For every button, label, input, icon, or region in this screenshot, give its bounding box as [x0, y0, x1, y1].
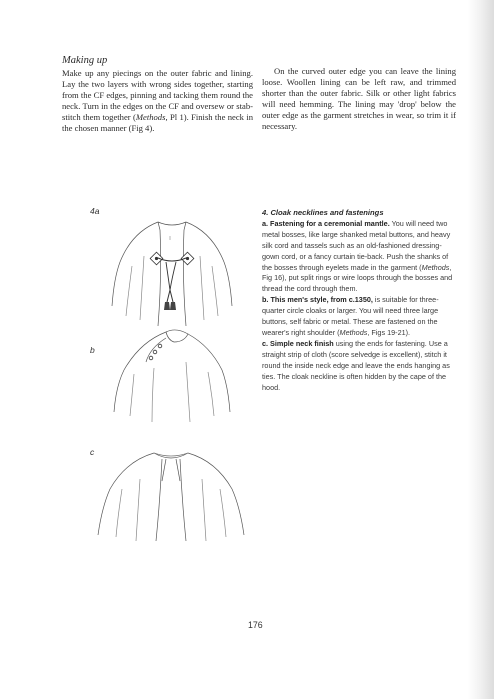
page-edge-shadow [468, 0, 494, 699]
paragraph-text: Make up any piecings on the outer fabric and lining. Lay the two layers with wrong sides together, starting from the CF edges, pinning and tacking them round the neck. Turn in the edges on the CF and oversew or stab-stitch them together ( [62, 68, 253, 122]
making-up-paragraph [62, 68, 253, 133]
paragraph-text-end: , Pl 1). Finish the neck in the chosen manner (Fig 4). [62, 111, 254, 133]
caption-b-methods-ref: Methods [339, 327, 368, 337]
section-heading: Making up [62, 55, 108, 66]
caption-a-text-end: , Fig 16), put split rings or wire loops through the bosses and thread the cord through them. [262, 262, 453, 294]
caption-c-text: using the ends for fastening. Use a straight strip of cloth (score selvedge is excellent), stitch it round the inside neck edge and leave the ends hanging as ties. The cloak neckline is often hidden by the cape of the hood. [262, 338, 450, 392]
caption-title: 4. Cloak necklines and fastenings [262, 208, 384, 217]
methods-reference: Methods [135, 111, 166, 122]
figure-label-c: c [90, 447, 95, 457]
mens-cloak-drawing [110, 328, 235, 428]
caption-a-methods-ref: Methods [421, 262, 450, 272]
figure-caption [262, 208, 457, 393]
caption-a-lead: a. Fastening for a ceremonial mantle. [262, 218, 390, 228]
caption-part-a [262, 219, 457, 295]
ceremonial-mantle-drawing [110, 216, 235, 328]
simple-neck-finish-drawing [96, 445, 246, 545]
left-column [62, 55, 253, 133]
page-number: 176 [248, 620, 263, 630]
caption-a-text: You will need two metal bosses, like large shanked metal buttons, and heavy silk cord and tassels such as an old-fashioned dressing-gown cord, or a fancy curtain tie-back. Push the shanks of the bosses through eyelets made in the garment ( [262, 218, 451, 272]
lining-paragraph: On the curved outer edge you can leave the lining loose. Woollen lining can be left raw, and trimmed shorter than the outer fabric. Silk or other light fabrics will need hemming. The lining may 'drop' below the outer edge as the garment stretches in wear, so trim it if necessary. [262, 66, 456, 131]
caption-b-text: is suitable for three-quarter circle cloaks or larger. You will need three large buttons, self fabric or metal. These are fastened on the wearer's right shoulder ( [262, 295, 439, 337]
caption-c-lead: c. Simple neck finish [262, 338, 334, 348]
caption-b-lead: b. This men's style, from c.1350, [262, 295, 373, 305]
caption-b-text-end: , Figs 19-21). [367, 327, 411, 337]
figure-label-b: b [90, 345, 95, 355]
caption-part-b [262, 295, 457, 339]
right-column [262, 66, 456, 131]
figure-label-4a: 4a [90, 206, 100, 216]
caption-part-c [262, 339, 457, 394]
